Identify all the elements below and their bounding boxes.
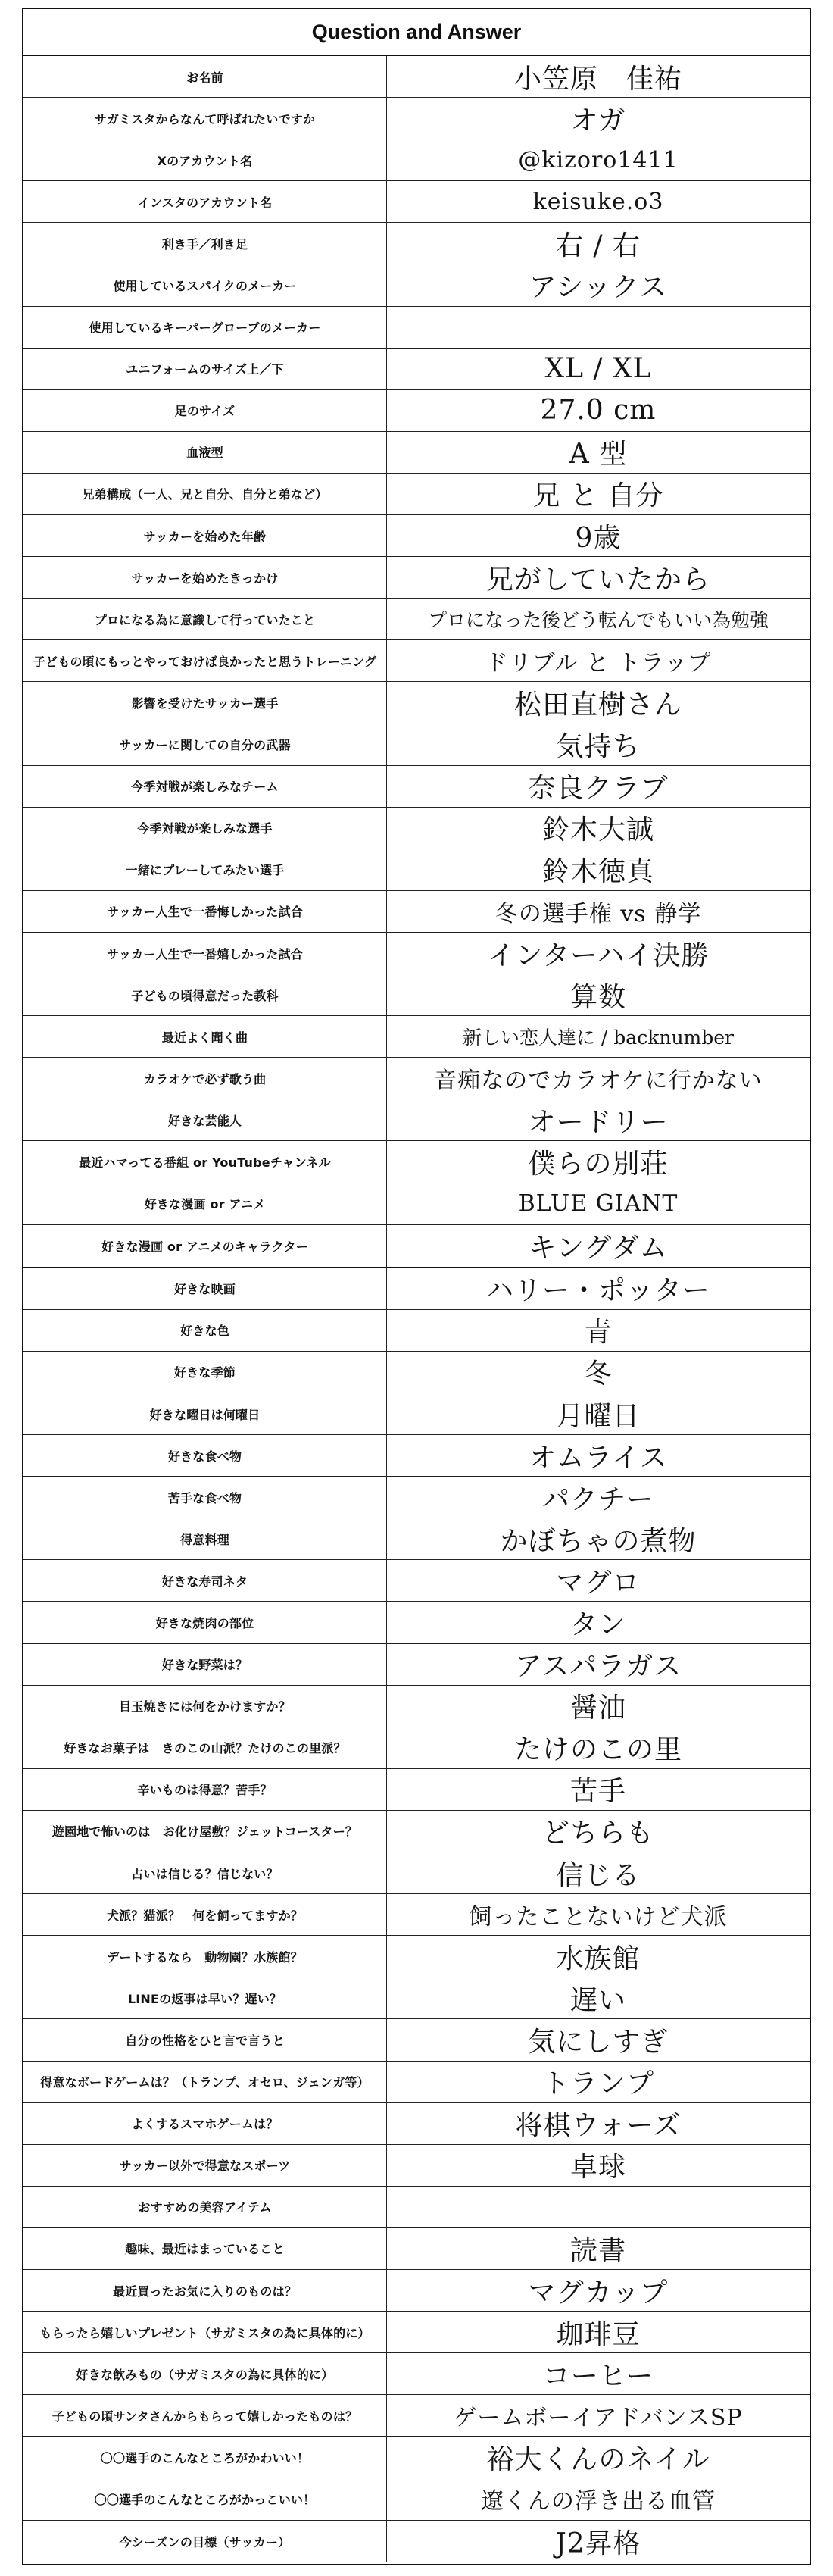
qa-row	[23, 682, 810, 724]
qa-section-2	[23, 1267, 810, 2562]
question-label: 子どもの頃にもっとやっておけば良かったと思うトレーニング	[23, 640, 387, 681]
answer-value: パクチー	[541, 1483, 654, 1515]
answer-value: ドリブル と トラップ	[485, 650, 712, 677]
qa-row	[23, 2353, 810, 2395]
qa-row	[23, 933, 810, 974]
question-label: 〇〇選手のこんなところがかっこいい！	[23, 2478, 387, 2519]
answer-value: 月曜日	[556, 1400, 641, 1432]
question-label: 得意料理	[23, 1518, 387, 1559]
question-label: 目玉焼きには何をかけますか？	[23, 1686, 387, 1727]
answer-value: 将棋ウォーズ	[515, 2110, 682, 2142]
question-label: LINEの返事は早い？遅い？	[23, 1977, 387, 2018]
qa-row	[23, 1352, 810, 1393]
qa-row	[23, 98, 810, 139]
qa-row	[23, 515, 810, 557]
answer-value: XL / XL	[544, 353, 652, 385]
question-label: 苦手な食べ物	[23, 1477, 387, 1518]
question-label: 趣味、最近はまっていること	[23, 2228, 387, 2269]
qa-row	[23, 56, 810, 98]
answer-value: 算数	[569, 981, 626, 1013]
question-label: サッカーに関しての自分の武器	[23, 724, 387, 765]
question-label: デートするなら 動物園？水族館？	[23, 1936, 387, 1977]
answer-value: 信じる	[556, 1859, 641, 1891]
answer-value: 松田直樹さん	[513, 689, 682, 721]
qa-row	[23, 181, 810, 223]
answer-value: どちらも	[541, 1818, 654, 1849]
answer-value: 小笠原 佳祐	[513, 63, 682, 95]
qa-row	[23, 1727, 810, 1769]
qa-row	[23, 2187, 810, 2228]
question-label: 好きな季節	[23, 1352, 387, 1393]
question-label: 子どもの頃得意だった教科	[23, 974, 387, 1015]
qa-row	[23, 2019, 810, 2061]
answer-value: 水族館	[556, 1943, 641, 1974]
question-label: サッカーを始めた年齢	[23, 515, 387, 556]
question-label: 足のサイズ	[23, 390, 387, 431]
answer-value: 兄がしていたから	[485, 564, 710, 596]
question-label: 最近よく聞く曲	[23, 1016, 387, 1057]
qa-section-1	[23, 56, 810, 1267]
answer-value: たけのこの里	[513, 1734, 682, 1766]
answer-value: 右 / 右	[555, 230, 641, 261]
answer-value: 僕らの別荘	[528, 1148, 669, 1180]
qa-row	[23, 1852, 810, 1894]
qa-row	[23, 1141, 810, 1183]
answer-value	[387, 307, 810, 348]
qa-row	[23, 1686, 810, 1727]
question-label: 好きな映画	[23, 1268, 387, 1309]
question-label: 影響を受けたサッカー選手	[23, 682, 387, 723]
question-label: カラオケで必ず歌う曲	[23, 1058, 387, 1099]
answer-value: タン	[569, 1609, 626, 1641]
qa-row	[23, 1602, 810, 1643]
question-label: プロになる為に意識して行っていたこと	[23, 599, 387, 639]
answer-value: キングダム	[529, 1232, 668, 1264]
answer-value: かぼちゃの煮物	[500, 1525, 697, 1557]
qa-row	[23, 390, 810, 432]
qa-row	[23, 1769, 810, 1811]
answer-value: 奈良クラブ	[528, 773, 669, 805]
question-label: 使用しているキーパーグローブのメーカー	[23, 307, 387, 348]
qa-row	[23, 1225, 810, 1267]
qa-row	[23, 264, 810, 306]
answer-value: 苦手	[569, 1776, 626, 1808]
answer-value: 珈琲豆	[556, 2318, 641, 2350]
answer-value: 兄 と 自分	[532, 480, 664, 512]
answer-value: 鈴木徳真	[541, 856, 654, 888]
answer-value: 27.0 cm	[540, 395, 657, 427]
question-label: 遊園地で怖いのは お化け屋敷？ジェットコースター？	[23, 1811, 387, 1852]
qa-row	[23, 1393, 810, 1435]
question-label: 好きな漫画 or アニメのキャラクター	[23, 1225, 387, 1267]
qa-row	[23, 1183, 810, 1225]
qa-row	[23, 808, 810, 849]
qa-row	[23, 307, 810, 349]
question-label: インスタのアカウント名	[23, 181, 387, 222]
qa-row	[23, 1099, 810, 1141]
qa-row	[23, 223, 810, 264]
qa-row	[23, 349, 810, 390]
question-label: もらったら嬉しいプレゼント（サガミスタの為に具体的に）	[23, 2312, 387, 2352]
qa-row	[23, 766, 810, 808]
question-label: おすすめの美容アイテム	[23, 2187, 387, 2227]
question-label: ユニフォームのサイズ上／下	[23, 349, 387, 389]
answer-value: 気持ち	[556, 731, 641, 763]
question-label: 最近ハマってる番組 or YouTubeチャンネル	[23, 1141, 387, 1182]
answer-value: 鈴木大誠	[541, 814, 654, 846]
qa-row	[23, 432, 810, 474]
qa-row	[23, 474, 810, 515]
question-label: 〇〇選手のこんなところがかわいい！	[23, 2437, 387, 2478]
answer-value: 青	[584, 1317, 613, 1349]
qa-sheet	[22, 8, 811, 2565]
answer-value	[387, 2187, 810, 2227]
answer-value: 飼ったことないけど犬派	[469, 1904, 728, 1931]
question-label: 自分の性格をひと言で言うと	[23, 2019, 387, 2060]
qa-row	[23, 1644, 810, 1686]
question-label: 血液型	[23, 432, 387, 473]
question-label: 好きな焼肉の部位	[23, 1602, 387, 1643]
question-label: 好きな飲みもの（サガミスタの為に具体的に）	[23, 2353, 387, 2394]
answer-value: @kizoro1411	[518, 146, 679, 174]
answer-value: BLUE GIANT	[518, 1190, 679, 1218]
question-label: 得意なボードゲームは？（トランプ、オセロ、ジェンガ等）	[23, 2062, 387, 2102]
answer-value: 冬の選手権 vs 静学	[494, 900, 702, 927]
answer-value: 音痴なのでカラオケに行かない	[434, 1068, 763, 1095]
qa-row	[23, 1058, 810, 1099]
question-label: 好きなお菓子は きのこの山派？たけのこの里派？	[23, 1727, 387, 1768]
answer-value: 醤油	[569, 1693, 626, 1724]
question-label: 辛いものは得意？苦手？	[23, 1769, 387, 1810]
question-label: サッカー人生で一番嬉しかった試合	[23, 933, 387, 974]
question-label: 最近買ったお気に入りのものは？	[23, 2270, 387, 2311]
qa-row	[23, 1811, 810, 1852]
question-label: Xのアカウント名	[23, 139, 387, 180]
answer-value: 遼くんの浮き出る血管	[481, 2488, 716, 2515]
answer-value: keisuke.o3	[532, 188, 664, 215]
qa-row	[23, 2437, 810, 2478]
question-label: 犬派？猫派？ 何を飼ってますか？	[23, 1894, 387, 1935]
qa-row	[23, 2312, 810, 2353]
qa-row	[23, 2103, 810, 2145]
answer-value: 新しい恋人達に / backnumber	[462, 1027, 735, 1049]
question-label: 好きな芸能人	[23, 1099, 387, 1140]
qa-row	[23, 1310, 810, 1352]
qa-row	[23, 974, 810, 1016]
answer-value: 遅い	[569, 1984, 626, 2016]
qa-row	[23, 2228, 810, 2270]
qa-row	[23, 1435, 810, 1477]
qa-row	[23, 640, 810, 682]
answer-value: アシックス	[529, 272, 668, 304]
question-label: 好きな食べ物	[23, 1435, 387, 1476]
question-label: 好きな野菜は？	[23, 1644, 387, 1685]
question-label: 好きな曜日は何曜日	[23, 1393, 387, 1434]
question-label: 今季対戦が楽しみなチーム	[23, 766, 387, 807]
answer-value: 気にしすぎ	[528, 2026, 669, 2058]
qa-row	[23, 849, 810, 891]
answer-value: 読書	[569, 2235, 626, 2267]
answer-value: ハリー・ポッター	[485, 1275, 710, 1307]
qa-row	[23, 1518, 810, 1560]
answer-value: オードリー	[528, 1106, 669, 1138]
question-label: サッカーを始めたきっかけ	[23, 557, 387, 598]
qa-row	[23, 1977, 810, 2019]
answer-value: ゲームボーイアドバンスSP	[454, 2405, 743, 2432]
answer-value: アスパラガス	[514, 1651, 682, 1683]
qa-row	[23, 1016, 810, 1058]
qa-row	[23, 139, 810, 181]
answer-value: マグロ	[556, 1567, 641, 1599]
answer-value: プロになった後どう転んでもいい為勉強	[427, 609, 769, 632]
qa-row	[23, 724, 810, 766]
question-label: 好きな寿司ネタ	[23, 1560, 387, 1601]
question-label: 占いは信じる？信じない？	[23, 1852, 387, 1893]
qa-row	[23, 2145, 810, 2187]
answer-value: 卓球	[569, 2152, 626, 2184]
answer-value: J2昇格	[555, 2528, 641, 2559]
qa-row	[23, 1477, 810, 1518]
qa-row	[23, 2521, 810, 2562]
answer-value: A 型	[569, 439, 628, 470]
qa-row	[23, 891, 810, 933]
qa-row	[23, 2270, 810, 2312]
sheet-title: Question and Answer	[23, 9, 810, 56]
qa-row	[23, 2062, 810, 2103]
answer-value: オムライス	[529, 1442, 668, 1474]
qa-row	[23, 1894, 810, 1936]
question-label: お名前	[23, 56, 387, 97]
answer-value: トランプ	[541, 2068, 654, 2100]
answer-value: 9歳	[575, 522, 622, 554]
answer-value: インターハイ決勝	[487, 939, 710, 971]
question-label: 今季対戦が楽しみな選手	[23, 808, 387, 849]
question-label: 兄弟構成（一人、兄と自分、自分と弟など）	[23, 474, 387, 514]
qa-row	[23, 2395, 810, 2437]
qa-row	[23, 2478, 810, 2520]
question-label: 好きな色	[23, 1310, 387, 1351]
question-label: よくするスマホゲームは？	[23, 2103, 387, 2144]
answer-value: マグカップ	[528, 2277, 669, 2309]
qa-row	[23, 1268, 810, 1310]
qa-row	[23, 1936, 810, 1977]
question-label: 使用しているスパイクのメーカー	[23, 264, 387, 305]
answer-value: 裕大くんのネイル	[486, 2443, 710, 2475]
question-label: サッカー以外で得意なスポーツ	[23, 2145, 387, 2186]
answer-value: 冬	[584, 1358, 613, 1390]
question-label: 一緒にプレーしてみたい選手	[23, 849, 387, 890]
question-label: 今シーズンの目標（サッカー）	[23, 2521, 387, 2562]
question-label: 好きな漫画 or アニメ	[23, 1183, 387, 1224]
question-label: サッカー人生で一番悔しかった試合	[23, 891, 387, 932]
question-label: サガミスタからなんて呼ばれたいですか	[23, 98, 387, 139]
qa-row	[23, 1560, 810, 1602]
answer-value: オガ	[570, 105, 626, 136]
question-label: 利き手／利き足	[23, 223, 387, 264]
question-label: 子どもの頃サンタさんからもらって嬉しかったものは？	[23, 2395, 387, 2436]
qa-row	[23, 557, 810, 599]
qa-row	[23, 599, 810, 640]
answer-value: コーヒー	[542, 2360, 654, 2392]
